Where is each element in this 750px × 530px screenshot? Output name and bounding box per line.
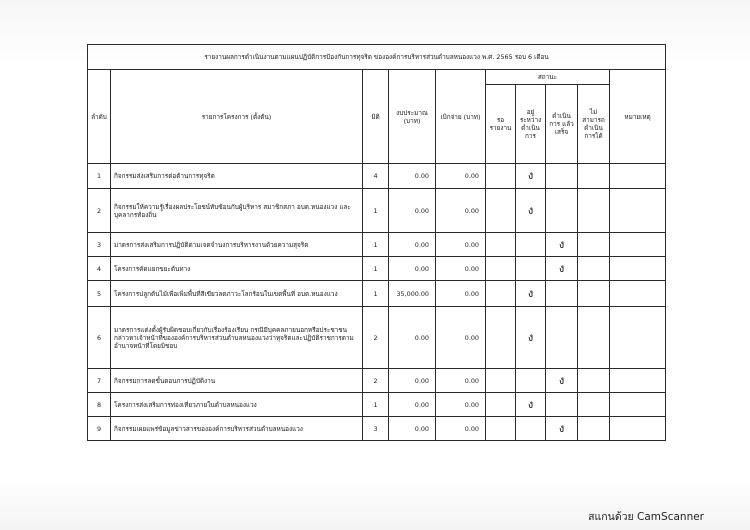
header-status-done: ดำเนิน การ แล้วเสร็จ xyxy=(546,85,578,164)
table-row xyxy=(88,417,666,441)
project-name: โครงการปลูกต้นไม้เพื่อเพิ่มพื้นที่สีเขียวลดภาวะโลกร้อนในเขตพื้นที่ อบต.หนองแวง xyxy=(111,281,363,307)
status-waiting-cell xyxy=(486,257,516,281)
spent-amount: 0.00 xyxy=(436,281,486,307)
table-row xyxy=(88,257,666,281)
spent-amount: 0.00 xyxy=(436,417,486,441)
header-status-in-progress: อยู่ ระหว่าง ดำเนิน การ xyxy=(516,85,546,164)
table-row xyxy=(88,233,666,257)
status-done-cell xyxy=(546,281,578,307)
project-count: 4 xyxy=(363,164,389,189)
status-not-done-cell xyxy=(578,369,610,393)
status-in-progress-cell xyxy=(516,257,546,281)
budget-amount: 0.00 xyxy=(389,369,436,393)
status-done-cell xyxy=(546,257,578,281)
remarks-cell xyxy=(610,281,666,307)
budget-amount: 0.00 xyxy=(389,233,436,257)
status-not-done-cell xyxy=(578,257,610,281)
remarks-cell xyxy=(610,233,666,257)
project-name: มาตรการส่งเสริมการปฏิบัติตามเจตจำนงการบริหารงานด้วยความสุจริต xyxy=(111,233,363,257)
check-mark-icon: ง xyxy=(527,169,534,183)
status-in-progress-cell xyxy=(516,233,546,257)
budget-amount: 0.00 xyxy=(389,189,436,233)
project-name: กิจกรรมการลดขั้นตอนการปฏิบัติงาน xyxy=(111,369,363,393)
remarks-cell xyxy=(610,257,666,281)
header-status-group: สถานะ xyxy=(486,70,610,85)
status-not-done-cell xyxy=(578,281,610,307)
spent-amount: 0.00 xyxy=(436,189,486,233)
budget-amount: 0.00 xyxy=(389,257,436,281)
status-in-progress-cell xyxy=(516,417,546,441)
status-not-done-cell xyxy=(578,393,610,417)
budget-amount: 35,000.00 xyxy=(389,281,436,307)
row-number: 8 xyxy=(88,393,111,417)
status-in-progress-cell xyxy=(516,281,546,307)
status-done-cell xyxy=(546,417,578,441)
status-waiting-cell xyxy=(486,369,516,393)
status-done-cell xyxy=(546,164,578,189)
check-mark-icon: ง xyxy=(558,261,565,275)
check-mark-icon: ง xyxy=(527,397,534,411)
status-not-done-cell xyxy=(578,233,610,257)
spent-amount: 0.00 xyxy=(436,233,486,257)
spent-amount: 0.00 xyxy=(436,393,486,417)
status-not-done-cell xyxy=(578,307,610,369)
check-mark-icon: ง xyxy=(527,330,534,344)
row-number: 9 xyxy=(88,417,111,441)
budget-amount: 0.00 xyxy=(389,164,436,189)
status-waiting-cell xyxy=(486,307,516,369)
remarks-cell xyxy=(610,393,666,417)
row-number: 7 xyxy=(88,369,111,393)
header-project: รายการโครงการ (ตั้งต้น) xyxy=(111,70,363,164)
check-mark-icon: ง xyxy=(527,203,534,217)
row-number: 3 xyxy=(88,233,111,257)
row-number: 4 xyxy=(88,257,111,281)
status-waiting-cell xyxy=(486,417,516,441)
status-waiting-cell xyxy=(486,393,516,417)
project-count: 1 xyxy=(363,281,389,307)
check-mark-icon: ง xyxy=(527,286,534,300)
row-number: 6 xyxy=(88,307,111,369)
status-done-cell xyxy=(546,369,578,393)
check-mark-icon: ง xyxy=(558,237,565,251)
status-done-cell xyxy=(546,393,578,417)
status-in-progress-cell xyxy=(516,189,546,233)
check-mark-icon: ง xyxy=(558,421,565,435)
budget-amount: 0.00 xyxy=(389,307,436,369)
status-done-cell xyxy=(546,189,578,233)
budget-amount: 0.00 xyxy=(389,417,436,441)
status-in-progress-cell xyxy=(516,369,546,393)
table-row xyxy=(88,369,666,393)
project-name: กิจกรรมเผยแพร่ข้อมูลข่าวสารขององค์การบริหารส่วนตำบลหนองแวง xyxy=(111,417,363,441)
remarks-cell xyxy=(610,164,666,189)
project-count: 1 xyxy=(363,233,389,257)
row-number: 5 xyxy=(88,281,111,307)
row-number: 1 xyxy=(88,164,111,189)
status-not-done-cell xyxy=(578,417,610,441)
status-waiting-cell xyxy=(486,164,516,189)
header-remarks: หมายเหตุ xyxy=(610,70,666,164)
header-no: ลำดับ xyxy=(88,70,111,164)
status-not-done-cell xyxy=(578,189,610,233)
header-count: มิติ xyxy=(363,70,389,164)
status-done-cell xyxy=(546,233,578,257)
project-count: 3 xyxy=(363,417,389,441)
header-status-waiting: รอ รายงาน xyxy=(486,85,516,164)
table-row xyxy=(88,307,666,369)
status-done-cell xyxy=(546,307,578,369)
status-waiting-cell xyxy=(486,189,516,233)
status-not-done-cell xyxy=(578,164,610,189)
row-number: 2 xyxy=(88,189,111,233)
report-table xyxy=(87,44,666,441)
status-waiting-cell xyxy=(486,233,516,257)
spent-amount: 0.00 xyxy=(436,307,486,369)
report-body xyxy=(88,164,666,441)
project-count: 1 xyxy=(363,189,389,233)
project-name: โครงการส่งเสริมการท่องเที่ยวภายในตำบลหนองแวง xyxy=(111,393,363,417)
project-name: โครงการคัดแยกขยะต้นทาง xyxy=(111,257,363,281)
camscanner-footer: สแกนด้วย CamScanner xyxy=(588,511,704,523)
remarks-cell xyxy=(610,189,666,233)
report-title: รายงานผลการดำเนินงานตามแผนปฏิบัติการป้องกันการทุจริต ขององค์การบริหารส่วนตำบลหนองแวง พ.ศ. 2565 รอบ 6 เดือน xyxy=(88,45,666,70)
status-in-progress-cell xyxy=(516,164,546,189)
project-name: กิจกรรมส่งเสริมการต่อต้านการทุจริต xyxy=(111,164,363,189)
table-row xyxy=(88,393,666,417)
header-budget: งบประมาณ (บาท) xyxy=(389,70,436,164)
spent-amount: 0.00 xyxy=(436,369,486,393)
header-spent: เบิกจ่าย (บาท) xyxy=(436,70,486,164)
project-count: 2 xyxy=(363,307,389,369)
project-count: 2 xyxy=(363,369,389,393)
remarks-cell xyxy=(610,417,666,441)
project-count: 1 xyxy=(363,393,389,417)
project-count: 1 xyxy=(363,257,389,281)
project-name: กิจกรรมให้ความรู้เรื่องผลประโยชน์ทับซ้อนกับผู้บริหาร สมาชิกสภา อบต.หนองแวง และบุคลากรท้องถิ่น xyxy=(111,189,363,233)
header-status-not-done: ไม่ สามารถ ดำเนิน การได้ xyxy=(578,85,610,164)
spent-amount: 0.00 xyxy=(436,164,486,189)
table-row xyxy=(88,281,666,307)
check-mark-icon: ง xyxy=(558,373,565,387)
table-row xyxy=(88,189,666,233)
remarks-cell xyxy=(610,307,666,369)
project-name: มาตรการแต่งตั้งผู้รับผิดชอบเกี่ยวกับเรื่องร้องเรียน กรณีมีบุคคลภายนอกหรือประชาชนกล่าวหาเจ้าหน้าที่ขององค์การบริหารส่วนตำบลหนองแวงว่าทุจริตและปฏิบัติราชการตามอำนาจหน้าที่โดยมิชอบ xyxy=(111,307,363,369)
remarks-cell xyxy=(610,369,666,393)
status-in-progress-cell xyxy=(516,307,546,369)
table-row xyxy=(88,164,666,189)
status-in-progress-cell xyxy=(516,393,546,417)
status-waiting-cell xyxy=(486,281,516,307)
budget-amount: 0.00 xyxy=(389,393,436,417)
spent-amount: 0.00 xyxy=(436,257,486,281)
